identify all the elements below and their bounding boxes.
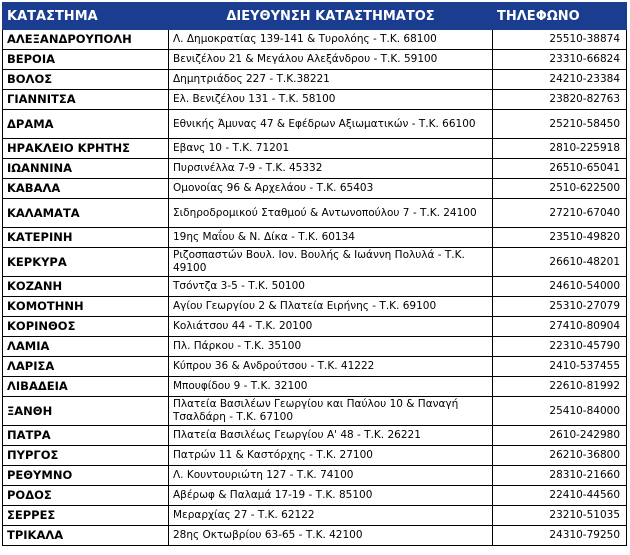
- store-phone: 23310-66824: [493, 50, 627, 70]
- store-address: Λ. Δημοκρατίας 139-141 & Τυρολόης - Τ.Κ. 68100: [169, 30, 493, 50]
- store-city: ΛΑΜΙΑ: [3, 337, 169, 357]
- store-phone: 25410-84000: [493, 397, 627, 426]
- table-header-row: [3, 3, 627, 30]
- store-phone: 27210-67040: [493, 199, 627, 228]
- table-row: [3, 90, 627, 110]
- store-address: Ελ. Βενιζέλου 131 - Τ.Κ. 58100: [169, 90, 493, 110]
- store-address: Μπουφίδου 9 - Τ.Κ. 32100: [169, 377, 493, 397]
- store-address: 28ης Οκτωβρίου 63-65 - Τ.Κ. 42100: [169, 526, 493, 546]
- table-row: [3, 159, 627, 179]
- table-row: [3, 248, 627, 277]
- table-row: [3, 110, 627, 139]
- store-phone: 22610-81992: [493, 377, 627, 397]
- store-city: ΒΟΛΟΣ: [3, 70, 169, 90]
- store-address: Ριζοσπαστών Βουλ. Ιον. Βουλής & Ιωάννη Πολυλά - Τ.Κ. 49100: [169, 248, 493, 277]
- store-phone: 23210-51035: [493, 506, 627, 526]
- table-row: [3, 426, 627, 446]
- store-phone: 25510-38874: [493, 30, 627, 50]
- table-row: [3, 337, 627, 357]
- store-phone: 2410-537455: [493, 357, 627, 377]
- table-row: [3, 377, 627, 397]
- store-address: Τσόντζα 3-5 - Τ.Κ. 50100: [169, 277, 493, 297]
- store-city: ΤΡΙΚΑΛΑ: [3, 526, 169, 546]
- store-address: Σιδηροδρομικού Σταθμού & Αντωνοπούλου 7 - Τ.Κ. 24100: [169, 199, 493, 228]
- table-row: [3, 317, 627, 337]
- header-phone: ΤΗΛΕΦΩΝΟ: [493, 3, 627, 30]
- store-address: Εθνικής Άμυνας 47 & Εφέδρων Αξιωματικών - Τ.Κ. 66100: [169, 110, 493, 139]
- store-city: ΒΕΡΟΙΑ: [3, 50, 169, 70]
- store-phone: 23510-49820: [493, 228, 627, 248]
- table-row: [3, 297, 627, 317]
- table-row: [3, 228, 627, 248]
- store-phone: 22410-44560: [493, 486, 627, 506]
- store-phone: 26510-65041: [493, 159, 627, 179]
- store-phone: 25310-27079: [493, 297, 627, 317]
- store-address: Πλατεία Βασιλέων Γεωργίου και Παύλου 10 & Παναγή Τσαλδάρη - Τ.Κ. 67100: [169, 397, 493, 426]
- store-phone: 22310-45790: [493, 337, 627, 357]
- store-phone: 26610-48201: [493, 248, 627, 277]
- header-store: ΚΑΤΑΣΤΗΜΑ: [3, 3, 169, 30]
- store-address: Λ. Κουντουριώτη 127 - Τ.Κ. 74100: [169, 466, 493, 486]
- store-city: ΡΟΔΟΣ: [3, 486, 169, 506]
- table-row: [3, 506, 627, 526]
- table-row: [3, 486, 627, 506]
- store-phone: 24310-79250: [493, 526, 627, 546]
- store-city: ΗΡΑΚΛΕΙΟ ΚΡΗΤΗΣ: [3, 139, 169, 159]
- store-city: ΚΟΖΑΝΗ: [3, 277, 169, 297]
- store-address: Κύπρου 36 & Ανδρούτσου - Τ.Κ. 41222: [169, 357, 493, 377]
- store-phone: 24210-23384: [493, 70, 627, 90]
- store-city: ΚΑΤΕΡΙΝΗ: [3, 228, 169, 248]
- table-row: [3, 397, 627, 426]
- store-city: ΡΕΘΥΜΝΟ: [3, 466, 169, 486]
- store-address: Πλ. Πάρκου - Τ.Κ. 35100: [169, 337, 493, 357]
- store-phone: 28310-21660: [493, 466, 627, 486]
- store-address: Μεραρχίας 27 - Τ.Κ. 62122: [169, 506, 493, 526]
- store-city: ΠΥΡΓΟΣ: [3, 446, 169, 466]
- store-address: Κολιάτσου 44 - Τ.Κ. 20100: [169, 317, 493, 337]
- store-phone: 2810-225918: [493, 139, 627, 159]
- store-phone: 26210-36800: [493, 446, 627, 466]
- store-city: ΚΑΒΑΛΑ: [3, 179, 169, 199]
- store-phone: 25210-58450: [493, 110, 627, 139]
- store-address: Εβανς 10 - Τ.Κ. 71201: [169, 139, 493, 159]
- store-address: Αβέρωφ & Παλαμά 17-19 - Τ.Κ. 85100: [169, 486, 493, 506]
- store-table: [2, 2, 627, 546]
- table-row: [3, 199, 627, 228]
- store-address: Πυρσινέλλα 7-9 - Τ.Κ. 45332: [169, 159, 493, 179]
- table-row: [3, 526, 627, 546]
- table-row: [3, 70, 627, 90]
- store-phone: 2510-622500: [493, 179, 627, 199]
- store-address: Βενιζέλου 21 & Μεγάλου Αλεξάνδρου - Τ.Κ. 59100: [169, 50, 493, 70]
- store-phone: 2610-242980: [493, 426, 627, 446]
- store-city: ΛΙΒΑΔΕΙΑ: [3, 377, 169, 397]
- store-city: ΚΟΡΙΝΘΟΣ: [3, 317, 169, 337]
- store-address: 19ης Μαΐου & Ν. Δίκα - Τ.Κ. 60134: [169, 228, 493, 248]
- store-city: ΣΕΡΡΕΣ: [3, 506, 169, 526]
- store-address: Πατρών 11 & Καστόρχης - Τ.Κ. 27100: [169, 446, 493, 466]
- store-address: Δημητριάδος 227 - Τ.Κ.38221: [169, 70, 493, 90]
- header-address: ΔΙΕΥΘΥΝΣΗ ΚΑΤΑΣΤΗΜΑΤΟΣ: [169, 3, 493, 30]
- store-address: Αγίου Γεωργίου 2 & Πλατεία Ειρήνης - Τ.Κ. 69100: [169, 297, 493, 317]
- store-phone: 27410-80904: [493, 317, 627, 337]
- table-row: [3, 139, 627, 159]
- store-city: ΚΑΛΑΜΑΤΑ: [3, 199, 169, 228]
- store-phone: 23820-82763: [493, 90, 627, 110]
- store-city: ΞΑΝΘΗ: [3, 397, 169, 426]
- store-directory: [2, 2, 626, 546]
- store-city: ΑΛΕΞΑΝΔΡΟΥΠΟΛΗ: [3, 30, 169, 50]
- table-row: [3, 357, 627, 377]
- store-address: Πλατεία Βασιλέως Γεωργίου Α' 48 - Τ.Κ. 26221: [169, 426, 493, 446]
- store-city: ΓΙΑΝΝΙΤΣΑ: [3, 90, 169, 110]
- store-city: ΛΑΡΙΣΑ: [3, 357, 169, 377]
- store-city: ΚΕΡΚΥΡΑ: [3, 248, 169, 277]
- table-row: [3, 446, 627, 466]
- store-city: ΙΩΑΝΝΙΝΑ: [3, 159, 169, 179]
- store-city: ΠΑΤΡΑ: [3, 426, 169, 446]
- table-row: [3, 50, 627, 70]
- store-city: ΔΡΑΜΑ: [3, 110, 169, 139]
- store-phone: 24610-54000: [493, 277, 627, 297]
- table-row: [3, 277, 627, 297]
- table-row: [3, 30, 627, 50]
- store-city: ΚΟΜΟΤΗΝΗ: [3, 297, 169, 317]
- table-row: [3, 179, 627, 199]
- table-row: [3, 466, 627, 486]
- store-address: Ομονοίας 96 & Αρχελάου - Τ.Κ. 65403: [169, 179, 493, 199]
